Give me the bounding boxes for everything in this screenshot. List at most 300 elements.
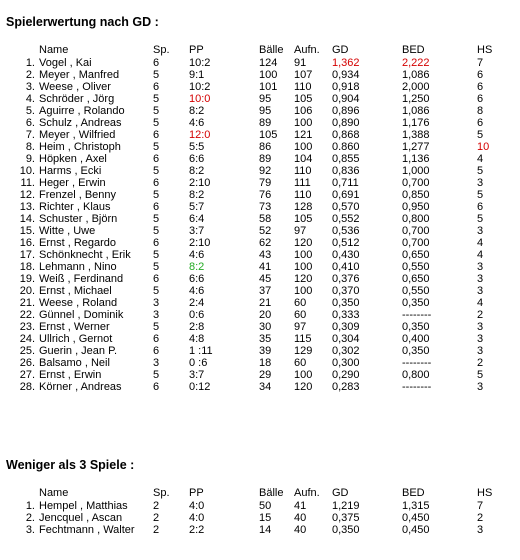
rank-cell: 14. — [19, 213, 35, 225]
table-row — [0, 57, 507, 69]
sp-cell: 6 — [153, 333, 160, 345]
gd-cell: 0,302 — [332, 345, 360, 357]
name-cell: Hempel , Matthias — [39, 500, 128, 512]
pp-cell: 1 :11 — [189, 345, 213, 357]
gd-cell: 0,896 — [332, 105, 360, 117]
rank-cell: 28. — [19, 381, 35, 393]
table-row — [0, 69, 507, 81]
gd-cell: 0,868 — [332, 129, 360, 141]
gd-cell: 0,836 — [332, 165, 360, 177]
rank-cell: 3. — [25, 524, 35, 536]
aufn-cell: 100 — [294, 249, 313, 261]
balle-cell: 18 — [259, 357, 272, 369]
table-row — [0, 213, 507, 225]
balle-cell: 124 — [259, 57, 278, 69]
aufn-cell: 110 — [294, 189, 312, 201]
hs-header: HS — [477, 44, 493, 56]
gd-cell: 0,333 — [332, 309, 360, 321]
sp-header: Sp. — [153, 44, 170, 56]
hs-cell: 4 — [477, 237, 484, 249]
bed-cell: 0,800 — [402, 369, 430, 381]
table-row — [0, 333, 507, 345]
aufn-cell: 107 — [294, 69, 313, 81]
table-row — [0, 321, 507, 333]
table-row — [0, 189, 507, 201]
sp-cell: 6 — [153, 237, 160, 249]
sp-cell: 5 — [153, 105, 160, 117]
aufn-cell: 40 — [294, 512, 307, 524]
rank-cell: 24. — [19, 333, 35, 345]
rank-cell: 7. — [25, 129, 35, 141]
pp-cell: 3:7 — [189, 369, 205, 381]
balle-cell: 105 — [259, 129, 278, 141]
aufn-cell: 120 — [294, 237, 313, 249]
balle-cell: 52 — [259, 225, 272, 237]
name-cell: Ernst , Regardo — [39, 237, 117, 249]
hs-cell: 10 — [477, 141, 490, 153]
hs-cell: 6 — [477, 81, 484, 93]
sp-cell: 3 — [153, 357, 160, 369]
table-row — [0, 93, 507, 105]
rank-cell: 16. — [19, 237, 35, 249]
sp-cell: 2 — [153, 500, 160, 512]
bed-cell: 0,650 — [402, 273, 430, 285]
sp-cell: 6 — [153, 153, 160, 165]
bed-cell: 0,700 — [402, 237, 430, 249]
sp-cell: 2 — [153, 512, 160, 524]
pp-cell: 2:10 — [189, 177, 211, 189]
sp-cell: 5 — [153, 249, 160, 261]
pp-cell: 2:8 — [189, 321, 205, 333]
bed-cell: 0,400 — [402, 333, 430, 345]
hs-cell: 3 — [477, 321, 484, 333]
aufn-cell: 105 — [294, 213, 313, 225]
bed-cell: 0,450 — [402, 524, 430, 536]
bed-cell: 0,550 — [402, 261, 430, 273]
aufn-cell: 97 — [294, 225, 307, 237]
table-row — [0, 345, 507, 357]
gd-cell: 0,309 — [332, 321, 360, 333]
sp-cell: 5 — [153, 321, 160, 333]
name-cell: Harms , Ecki — [39, 165, 102, 177]
sp-cell: 5 — [153, 225, 160, 237]
sp-cell: 6 — [153, 273, 160, 285]
gd-cell: 0,855 — [332, 153, 360, 165]
aufn-cell: 41 — [294, 500, 307, 512]
table-row — [0, 225, 507, 237]
aufn-cell: 128 — [294, 201, 313, 213]
name-cell: Meyer , Wilfried — [39, 129, 116, 141]
aufn-cell: 40 — [294, 524, 307, 536]
table-row — [0, 512, 507, 524]
pp-cell: 10:2 — [189, 57, 211, 69]
sp-cell: 5 — [153, 165, 160, 177]
name-cell: Weese , Roland — [39, 297, 118, 309]
hs-cell: 3 — [477, 524, 484, 536]
bed-cell: -------- — [402, 357, 432, 369]
sp-cell: 5 — [153, 189, 160, 201]
rank-cell: 6. — [25, 117, 35, 129]
aufn-cell: 100 — [294, 117, 313, 129]
rank-cell: 18. — [19, 261, 35, 273]
rank-cell: 10. — [19, 165, 35, 177]
rank-cell: 17. — [19, 249, 35, 261]
pp-cell: 4:0 — [189, 512, 205, 524]
pp-cell: 2:10 — [189, 237, 211, 249]
table-row — [0, 237, 507, 249]
gd-cell: 0,350 — [332, 524, 360, 536]
sp-cell: 3 — [153, 297, 160, 309]
pp-cell: 4:6 — [189, 249, 205, 261]
balle-cell: 15 — [259, 512, 272, 524]
aufn-cell: 110 — [294, 165, 312, 177]
aufn-cell: 60 — [294, 309, 307, 321]
aufn-cell: 60 — [294, 357, 307, 369]
table-header — [0, 43, 507, 57]
sp-cell: 3 — [153, 309, 160, 321]
bed-cell: 0,350 — [402, 321, 430, 333]
name-cell: Fechtmann , Walter — [39, 524, 135, 536]
bed-cell: -------- — [402, 381, 432, 393]
name-cell: Ullrich , Gernot — [39, 333, 113, 345]
name-cell: Schuster , Björn — [39, 213, 118, 225]
pp-cell: 0 :6 — [189, 357, 208, 369]
sp-cell: 5 — [153, 261, 160, 273]
table-row — [0, 81, 507, 93]
gd-cell: 0,918 — [332, 81, 360, 93]
aufn-cell: 100 — [294, 369, 313, 381]
sp-cell: 6 — [153, 81, 160, 93]
section2-title: Weniger als 3 Spiele : — [6, 458, 135, 472]
pp-cell: 10:0 — [189, 93, 211, 105]
gd-cell: 0,570 — [332, 201, 360, 213]
balle-cell: 50 — [259, 500, 272, 512]
gd-header: GD — [332, 487, 349, 499]
rank-cell: 1. — [25, 500, 35, 512]
bed-cell: 2,222 — [402, 57, 430, 69]
bed-cell: 0,450 — [402, 512, 430, 524]
name-cell: Aguirre , Rolando — [39, 105, 125, 117]
balle-cell: 41 — [259, 261, 272, 273]
sp-cell: 6 — [153, 57, 160, 69]
pp-cell: 5:5 — [189, 141, 205, 153]
aufn-cell: 129 — [294, 345, 313, 357]
balle-cell: 29 — [259, 369, 272, 381]
balle-cell: 95 — [259, 93, 272, 105]
table-row — [0, 117, 507, 129]
pp-cell: 8:2 — [189, 189, 205, 201]
sp-cell: 6 — [153, 177, 160, 189]
balle-cell: 86 — [259, 141, 272, 153]
sp-cell: 5 — [153, 93, 160, 105]
hs-cell: 2 — [477, 512, 484, 524]
aufn-cell: 115 — [294, 333, 312, 345]
hs-cell: 2 — [477, 357, 484, 369]
bed-cell: 1,315 — [402, 500, 430, 512]
hs-cell: 6 — [477, 93, 484, 105]
gd-cell: 0,370 — [332, 285, 360, 297]
hs-cell: 6 — [477, 201, 484, 213]
balle-cell: 92 — [259, 165, 272, 177]
balle-cell: 30 — [259, 321, 272, 333]
bed-cell: 0,350 — [402, 345, 430, 357]
hs-cell: 5 — [477, 165, 484, 177]
pp-cell: 4:8 — [189, 333, 205, 345]
gd-cell: 0,283 — [332, 381, 360, 393]
aufn-cell: 105 — [294, 93, 313, 105]
name-cell: Höpken , Axel — [39, 153, 107, 165]
sp-cell: 5 — [153, 141, 160, 153]
name-cell: Körner , Andreas — [39, 381, 122, 393]
rank-cell: 25. — [19, 345, 35, 357]
gd-header: GD — [332, 44, 349, 56]
hs-cell: 7 — [477, 57, 484, 69]
rank-cell: 19. — [19, 273, 35, 285]
hs-cell: 3 — [477, 261, 484, 273]
sp-cell: 5 — [153, 285, 160, 297]
aufn-cell: 60 — [294, 297, 307, 309]
bed-header: BED — [402, 44, 425, 56]
name-cell: Schulz , Andreas — [39, 117, 122, 129]
rank-cell: 5. — [25, 105, 35, 117]
aufn-cell: 121 — [294, 129, 313, 141]
rank-cell: 26. — [19, 357, 35, 369]
rank-cell: 23. — [19, 321, 35, 333]
gd-cell: 0,552 — [332, 213, 360, 225]
pp-cell: 4:6 — [189, 285, 205, 297]
few-games-table — [0, 486, 507, 536]
gd-cell: 0,691 — [332, 189, 360, 201]
bed-cell: 1,250 — [402, 93, 430, 105]
table-row — [0, 381, 507, 393]
aufn-cell: 104 — [294, 153, 313, 165]
hs-cell: 3 — [477, 345, 484, 357]
gd-cell: 0,890 — [332, 117, 360, 129]
table-row — [0, 105, 507, 117]
aufn-cell: 100 — [294, 261, 313, 273]
hs-cell: 6 — [477, 117, 484, 129]
name-cell: Weese , Oliver — [39, 81, 111, 93]
gd-cell: 0,934 — [332, 69, 360, 81]
name-cell: Balsamo , Neil — [39, 357, 110, 369]
rank-cell: 2. — [25, 69, 35, 81]
aufn-cell: 120 — [294, 381, 313, 393]
bed-cell: 0,550 — [402, 285, 430, 297]
ranking-table — [0, 43, 507, 393]
sp-cell: 5 — [153, 117, 160, 129]
aufn-cell: 97 — [294, 321, 307, 333]
balle-cell: 95 — [259, 105, 272, 117]
bed-cell: 0,700 — [402, 225, 430, 237]
rank-cell: 27. — [19, 369, 35, 381]
hs-cell: 2 — [477, 309, 484, 321]
name-cell: Ernst , Erwin — [39, 369, 102, 381]
sp-cell: 6 — [153, 381, 160, 393]
bed-cell: 1,388 — [402, 129, 430, 141]
rank-cell: 11. — [20, 177, 35, 189]
gd-cell: 0,410 — [332, 261, 360, 273]
table-header — [0, 486, 507, 500]
rank-cell: 21. — [19, 297, 35, 309]
pp-cell: 6:6 — [189, 153, 205, 165]
bed-cell: 0,650 — [402, 249, 430, 261]
table-row — [0, 309, 507, 321]
balle-cell: 89 — [259, 117, 272, 129]
name-cell: Heger , Erwin — [39, 177, 106, 189]
balle-cell: 34 — [259, 381, 272, 393]
name-cell: Schröder , Jörg — [39, 93, 115, 105]
section1-title: Spielerwertung nach GD : — [6, 15, 159, 29]
gd-cell: 0,290 — [332, 369, 360, 381]
balle-cell: 43 — [259, 249, 272, 261]
name-cell: Guerin , Jean P. — [39, 345, 118, 357]
aufn-cell: 100 — [294, 141, 313, 153]
gd-cell: 1,219 — [332, 500, 360, 512]
bed-cell: 1,086 — [402, 105, 430, 117]
table-row — [0, 273, 507, 285]
name-cell: Frenzel , Benny — [39, 189, 117, 201]
rank-cell: 8. — [25, 141, 35, 153]
table-row — [0, 524, 507, 536]
hs-cell: 3 — [477, 333, 484, 345]
sp-cell: 2 — [153, 524, 160, 536]
rank-cell: 3. — [25, 81, 35, 93]
balle-cell: 100 — [259, 69, 278, 81]
gd-cell: 0.860 — [332, 141, 360, 153]
name-cell: Weiß , Ferdinand — [39, 273, 124, 285]
hs-header: HS — [477, 487, 493, 499]
sp-header: Sp. — [153, 487, 170, 499]
balle-header: Bälle — [259, 487, 284, 499]
name-cell: Jencquel , Ascan — [39, 512, 123, 524]
pp-cell: 8:2 — [189, 165, 205, 177]
bed-header: BED — [402, 487, 425, 499]
bed-cell: 0,800 — [402, 213, 430, 225]
hs-cell: 4 — [477, 153, 484, 165]
bed-cell: 2,000 — [402, 81, 430, 93]
rank-cell: 13. — [19, 201, 35, 213]
rank-cell: 15. — [19, 225, 35, 237]
sp-cell: 5 — [153, 369, 160, 381]
table-row — [0, 285, 507, 297]
pp-cell: 4:6 — [189, 117, 205, 129]
hs-cell: 3 — [477, 285, 484, 297]
table-row — [0, 177, 507, 189]
gd-cell: 0,430 — [332, 249, 360, 261]
table-row — [0, 261, 507, 273]
hs-cell: 4 — [477, 249, 484, 261]
rank-cell: 20. — [19, 285, 35, 297]
table-row — [0, 297, 507, 309]
sp-cell: 5 — [153, 69, 160, 81]
balle-cell: 35 — [259, 333, 272, 345]
hs-cell: 5 — [477, 189, 484, 201]
hs-cell: 6 — [477, 69, 484, 81]
table-row — [0, 357, 507, 369]
name-cell: Günnel , Dominik — [39, 309, 124, 321]
pp-cell: 8:2 — [189, 261, 205, 273]
table-row — [0, 249, 507, 261]
pp-cell: 0:6 — [189, 309, 205, 321]
sp-cell: 6 — [153, 345, 160, 357]
pp-cell: 6:4 — [189, 213, 205, 225]
pp-cell: 2:2 — [189, 524, 205, 536]
table-row — [0, 141, 507, 153]
gd-cell: 0,536 — [332, 225, 360, 237]
hs-cell: 3 — [477, 225, 484, 237]
bed-cell: 0,850 — [402, 189, 430, 201]
sp-cell: 6 — [153, 129, 160, 141]
bed-cell: 1,000 — [402, 165, 430, 177]
name-cell: Heim , Christoph — [39, 141, 121, 153]
gd-cell: 0,512 — [332, 237, 360, 249]
table-row — [0, 153, 507, 165]
bed-cell: 1,176 — [402, 117, 430, 129]
balle-cell: 45 — [259, 273, 272, 285]
gd-cell: 0,304 — [332, 333, 360, 345]
name-cell: Vogel , Kai — [39, 57, 92, 69]
pp-cell: 2:4 — [189, 297, 205, 309]
gd-cell: 0,375 — [332, 512, 360, 524]
hs-cell: 7 — [477, 500, 484, 512]
hs-cell: 5 — [477, 213, 484, 225]
pp-cell: 12:0 — [189, 129, 211, 141]
name-header: Name — [39, 44, 69, 56]
hs-cell: 5 — [477, 369, 484, 381]
table-row — [0, 369, 507, 381]
gd-cell: 0,711 — [332, 177, 359, 189]
rank-header — [0, 43, 39, 57]
hs-cell: 5 — [477, 129, 484, 141]
name-cell: Witte , Uwe — [39, 225, 96, 237]
table-row — [0, 129, 507, 141]
hs-cell: 4 — [477, 297, 484, 309]
bed-cell: -------- — [402, 309, 432, 321]
name-cell: Richter , Klaus — [39, 201, 111, 213]
table-row — [0, 500, 507, 512]
balle-cell: 79 — [259, 177, 272, 189]
rank-cell: 4. — [25, 93, 35, 105]
rank-cell: 9. — [25, 153, 35, 165]
balle-header: Bälle — [259, 44, 284, 56]
name-cell: Meyer , Manfred — [39, 69, 120, 81]
name-cell: Lehmann , Nino — [39, 261, 117, 273]
bed-cell: 0,950 — [402, 201, 430, 213]
pp-cell: 5:7 — [189, 201, 205, 213]
sp-cell: 6 — [153, 201, 160, 213]
aufn-cell: 100 — [294, 285, 313, 297]
name-cell: Ernst , Michael — [39, 285, 112, 297]
pp-cell: 8:2 — [189, 105, 205, 117]
pp-cell: 6:6 — [189, 273, 205, 285]
rank-cell: 1. — [25, 57, 35, 69]
name-cell: Ernst , Werner — [39, 321, 110, 333]
hs-cell: 3 — [477, 177, 484, 189]
balle-cell: 39 — [259, 345, 272, 357]
aufn-cell: 120 — [294, 273, 313, 285]
aufn-header: Aufn. — [294, 487, 320, 499]
pp-cell: 9:1 — [189, 69, 205, 81]
aufn-cell: 91 — [294, 57, 307, 69]
rank-cell: 12. — [19, 189, 35, 201]
balle-cell: 21 — [259, 297, 272, 309]
bed-cell: 1,277 — [402, 141, 430, 153]
gd-cell: 0,376 — [332, 273, 360, 285]
bed-cell: 1,136 — [402, 153, 430, 165]
gd-cell: 0,350 — [332, 297, 360, 309]
balle-cell: 101 — [259, 81, 278, 93]
aufn-cell: 110 — [294, 81, 312, 93]
